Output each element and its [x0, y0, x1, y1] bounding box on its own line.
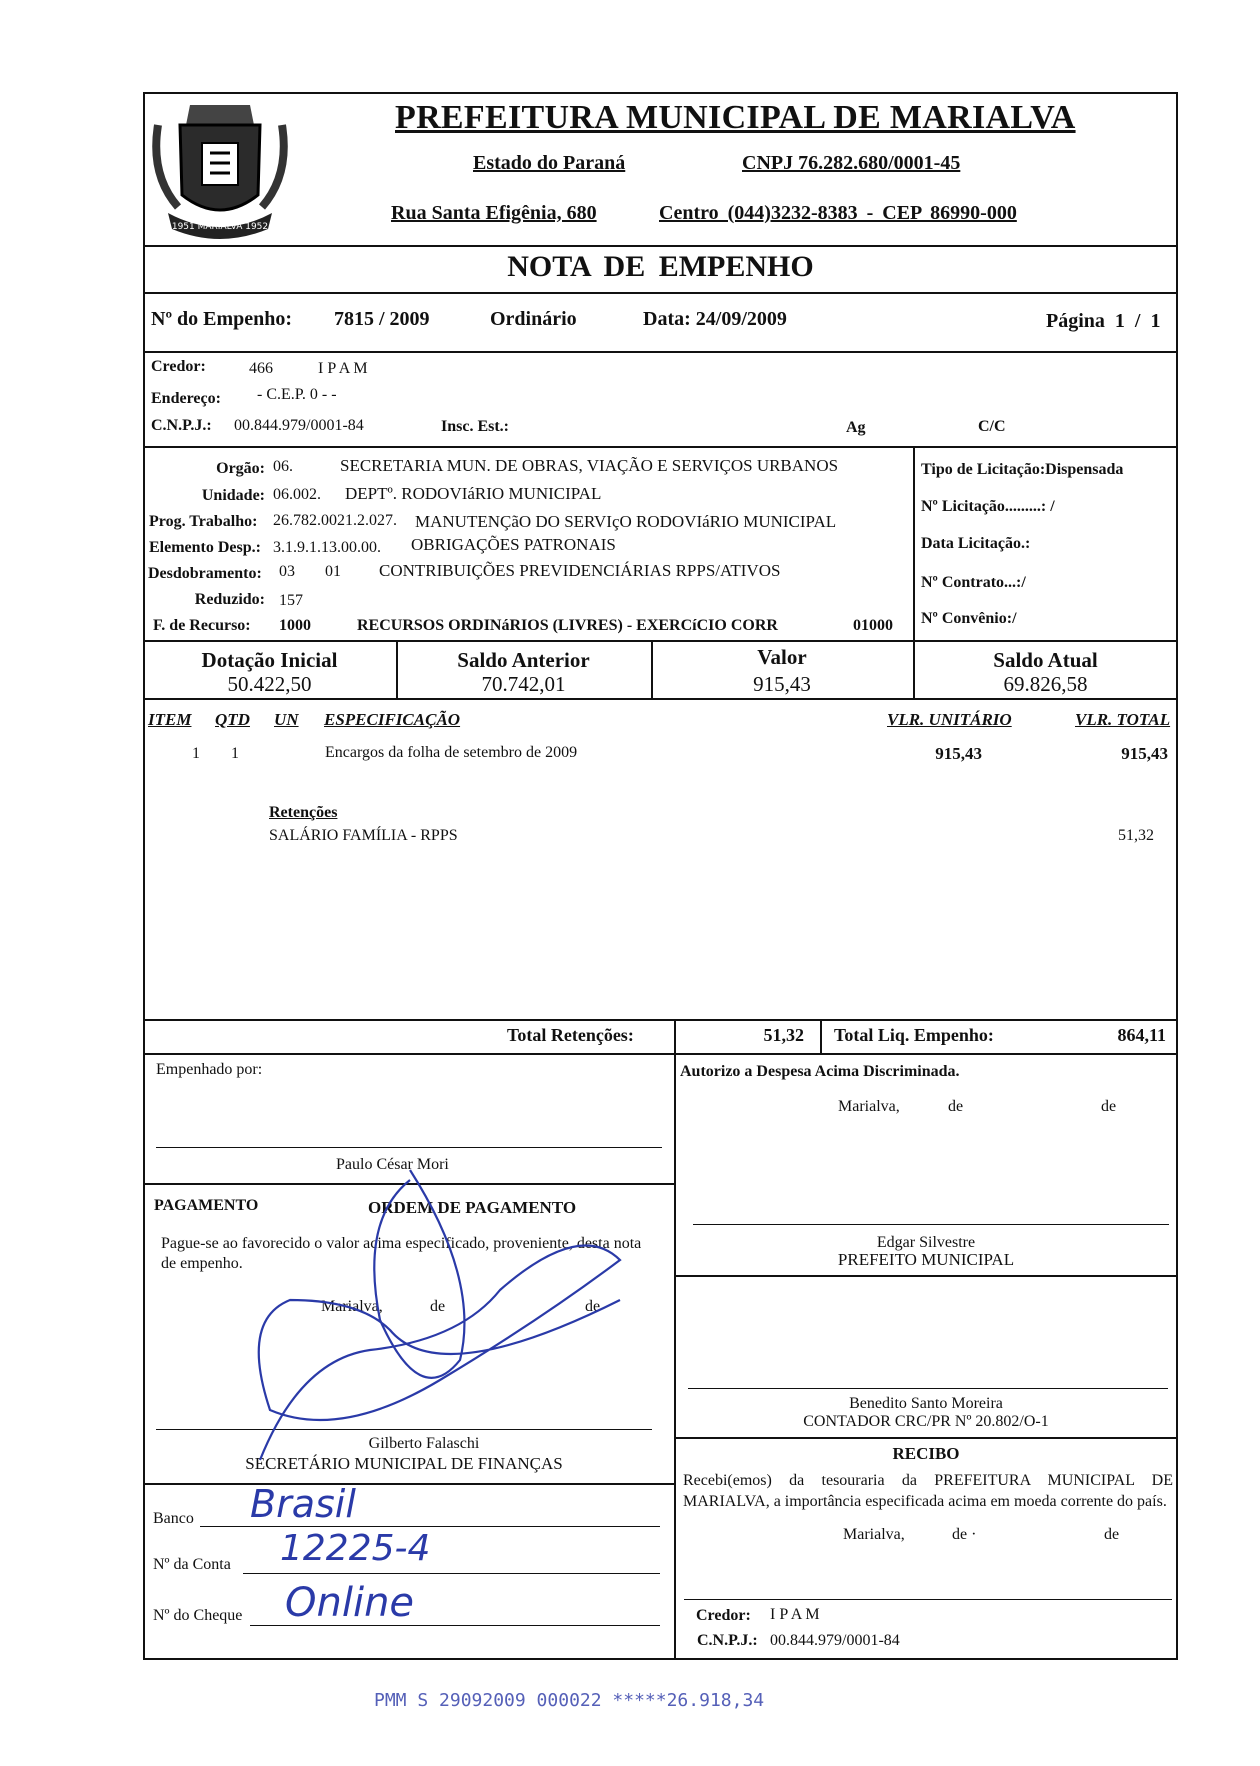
dotacao-label: Dotação Inicial [201, 648, 338, 672]
total-retencoes-label: Total Retenções: [507, 1025, 634, 1045]
pague-se-text: Pague-se ao favorecido o valor acima especificado, proveniente, desta nota de empenho. [161, 1235, 642, 1272]
saldo-anterior-value: 70.742,01 [481, 672, 566, 696]
recibo-text: Recebi(emos) da tesouraria da PREFEITURA MUNICIPAL DE MARIALVA, a importância especificada acima em moeda corrente do país. [683, 1472, 1173, 1510]
retencoes-title: Retenções [269, 804, 338, 821]
credor-name: I P A M [318, 360, 368, 377]
elemento-label: Elemento Desp.: [149, 539, 261, 556]
contrato-numero: Nº Contrato...:/ [921, 574, 1026, 591]
valor-value: 915,43 [753, 672, 811, 696]
coat-of-arms-icon [150, 95, 290, 245]
cheque-handwritten: Online [285, 1580, 415, 1626]
total-liquido-value: 864,11 [1117, 1025, 1166, 1045]
item-vlr-unitario: 915,43 [935, 744, 982, 763]
item-vlr-total: 915,43 [1121, 744, 1168, 763]
document-type-title: NOTA DE EMPENHO [507, 250, 814, 283]
cnpj-label: C.N.P.J.: [151, 417, 212, 434]
item-especificacao: Encargos da folha de setembro de 2009 [325, 744, 578, 761]
header-cnpj: CNPJ 76.282.680/0001-45 [742, 152, 961, 174]
authentication-stamp: PMM S 29092009 000022 *****26.918,34 [374, 1690, 765, 1711]
unidade-label: Unidade: [201, 487, 265, 504]
autorizo-marialva: Marialva, [838, 1098, 900, 1115]
reduzido-code: 157 [279, 592, 303, 609]
recibo-marialva: Marialva, [843, 1526, 905, 1543]
reduzido-label: Reduzido: [194, 591, 265, 608]
fonte-recurso-code: 1000 [279, 617, 311, 634]
secretario-nome: Gilberto Falaschi [368, 1435, 480, 1452]
fonte-recurso-code2: 01000 [853, 617, 893, 634]
valor-label: Valor [757, 645, 807, 669]
ordem-marialva: Marialva, [321, 1298, 383, 1315]
saldo-atual-label: Saldo Atual [993, 648, 1098, 672]
header-address2: Centro (044)3232-8383 - CEP 86990-000 [659, 202, 1017, 224]
ordem-pagamento-title: ORDEM DE PAGAMENTO [368, 1198, 577, 1217]
signature-scribble [240, 1160, 640, 1490]
autorizo-de-2: de [1101, 1098, 1117, 1115]
recibo-cnpj-value: 00.844.979/0001-84 [770, 1632, 900, 1649]
prog-trabalho-code: 26.782.0021.2.027. [273, 512, 397, 529]
cnpj-value: 00.844.979/0001-84 [234, 417, 364, 434]
unidade-desc: DEPTº. RODOVIáRIO MUNICIPAL [345, 484, 602, 503]
empenho-number-label: Nº do Empenho: [151, 308, 293, 330]
insc-est-label: Insc. Est.: [441, 418, 510, 435]
item-number: 1 [192, 745, 200, 762]
page-title: PREFEITURA MUNICIPAL DE MARIALVA [395, 99, 1076, 136]
empenhado-por-label: Empenhado por: [156, 1061, 263, 1078]
autorizo-text: Autorizo a Despesa Acima Discriminada. [680, 1063, 960, 1080]
dotacao-value: 50.422,50 [227, 672, 312, 696]
cheque-label: Nº do Cheque [153, 1607, 243, 1624]
recibo-title: RECIBO [892, 1444, 960, 1463]
agencia-label: Ag [846, 419, 866, 436]
col-item: ITEM [148, 710, 192, 729]
desdobramento-code1: 03 [279, 563, 295, 580]
prog-trabalho-label: Prog. Trabalho: [149, 513, 258, 530]
total-liquido-label: Total Liq. Empenho: [834, 1025, 994, 1045]
elemento-code: 3.1.9.1.13.00.00. [273, 539, 381, 556]
endereco-label: Endereço: [151, 390, 221, 407]
pagamento-title: PAGAMENTO [154, 1197, 259, 1214]
recibo-de-1: de · [952, 1526, 977, 1543]
page-number: Página 1 / 1 [1046, 310, 1161, 332]
orgao-desc: SECRETARIA MUN. DE OBRAS, VIAÇÃO E SERVIÇOS URBANOS [340, 456, 839, 475]
empenho-number: 7815 / 2009 [334, 308, 430, 330]
banco-handwritten: Brasil [250, 1482, 356, 1526]
elemento-desc: OBRIGAÇÕES PATRONAIS [411, 535, 616, 554]
autorizo-de-1: de [948, 1098, 964, 1115]
licitacao-tipo: Tipo de Licitação:Dispensada [921, 461, 1124, 478]
saldo-anterior-label: Saldo Anterior [457, 648, 590, 672]
recibo-cnpj-label: C.N.P.J.: [697, 1632, 758, 1649]
recibo-credor-label: Credor: [696, 1607, 751, 1624]
prefeito-cargo: PREFEITO MUNICIPAL [837, 1250, 1015, 1269]
svg-text:1951 MARIALVA 1952: 1951 MARIALVA 1952 [171, 222, 269, 232]
conta-label: Nº da Conta [153, 1556, 231, 1573]
ordem-de-2: de [585, 1298, 601, 1315]
total-retencoes-value: 51,32 [763, 1025, 804, 1045]
item-qtd: 1 [231, 745, 239, 762]
recibo-credor-name: I P A M [770, 1606, 820, 1623]
ordem-de-1: de [430, 1298, 446, 1315]
contador-nome: Benedito Santo Moreira [849, 1395, 1003, 1412]
col-especificacao: ESPECIFICAÇÃO [324, 710, 461, 729]
col-vlr-unitario: VLR. UNITÁRIO [887, 710, 1012, 729]
header-address: Rua Santa Efigênia, 680 [391, 202, 597, 224]
banco-label: Banco [153, 1510, 194, 1527]
prog-trabalho-desc: MANUTENÇãO DO SERVIçO RODOVIáRIO MUNICIPAL [415, 512, 837, 531]
endereco-value: - C.E.P. 0 - - [257, 386, 337, 403]
convenio-numero: Nº Convênio:/ [921, 610, 1017, 627]
recibo-de-2: de [1104, 1526, 1120, 1543]
desdobramento-desc: CONTRIBUIÇÕES PREVIDENCIÁRIAS RPPS/ATIVOS [379, 561, 781, 580]
retencao-item: SALÁRIO FAMÍLIA - RPPS [269, 827, 458, 844]
desdobramento-label: Desdobramento: [148, 565, 262, 582]
retencao-valor: 51,32 [1118, 827, 1154, 844]
col-vlr-total: VLR. TOTAL [1075, 710, 1171, 729]
credor-label: Credor: [151, 358, 206, 375]
fonte-recurso-desc: RECURSOS ORDINáRIOS (LIVRES) - EXERCíCIO CORR [357, 617, 778, 634]
prefeito-nome: Edgar Silvestre [876, 1234, 976, 1251]
contador-cargo: CONTADOR CRC/PR Nº 20.802/O-1 [803, 1413, 1049, 1430]
empenho-type: Ordinário [490, 308, 577, 330]
licitacao-numero: Nº Licitação.........: / [921, 498, 1055, 515]
conta-handwritten: 12225-4 [280, 1528, 431, 1569]
licitacao-data: Data Licitação.: [921, 535, 1031, 552]
secretario-cargo: SECRETÁRIO MUNICIPAL DE FINANÇAS [245, 1454, 563, 1473]
unidade-code: 06.002. [273, 486, 321, 503]
empenho-date: Data: 24/09/2009 [643, 308, 787, 330]
col-un: UN [274, 710, 299, 729]
saldo-atual-value: 69.826,58 [1003, 672, 1088, 696]
conta-corrente-label: C/C [978, 418, 1006, 435]
col-qtd: QTD [215, 710, 250, 729]
orgao-code: 06. [273, 458, 293, 475]
desdobramento-code2: 01 [325, 563, 341, 580]
credor-code: 466 [249, 360, 273, 377]
empenhado-por-nome: Paulo César Mori [336, 1156, 449, 1173]
orgao-label: Orgão: [216, 460, 265, 477]
fonte-recurso-label: F. de Recurso: [153, 617, 251, 634]
header-state: Estado do Paraná [473, 152, 626, 174]
